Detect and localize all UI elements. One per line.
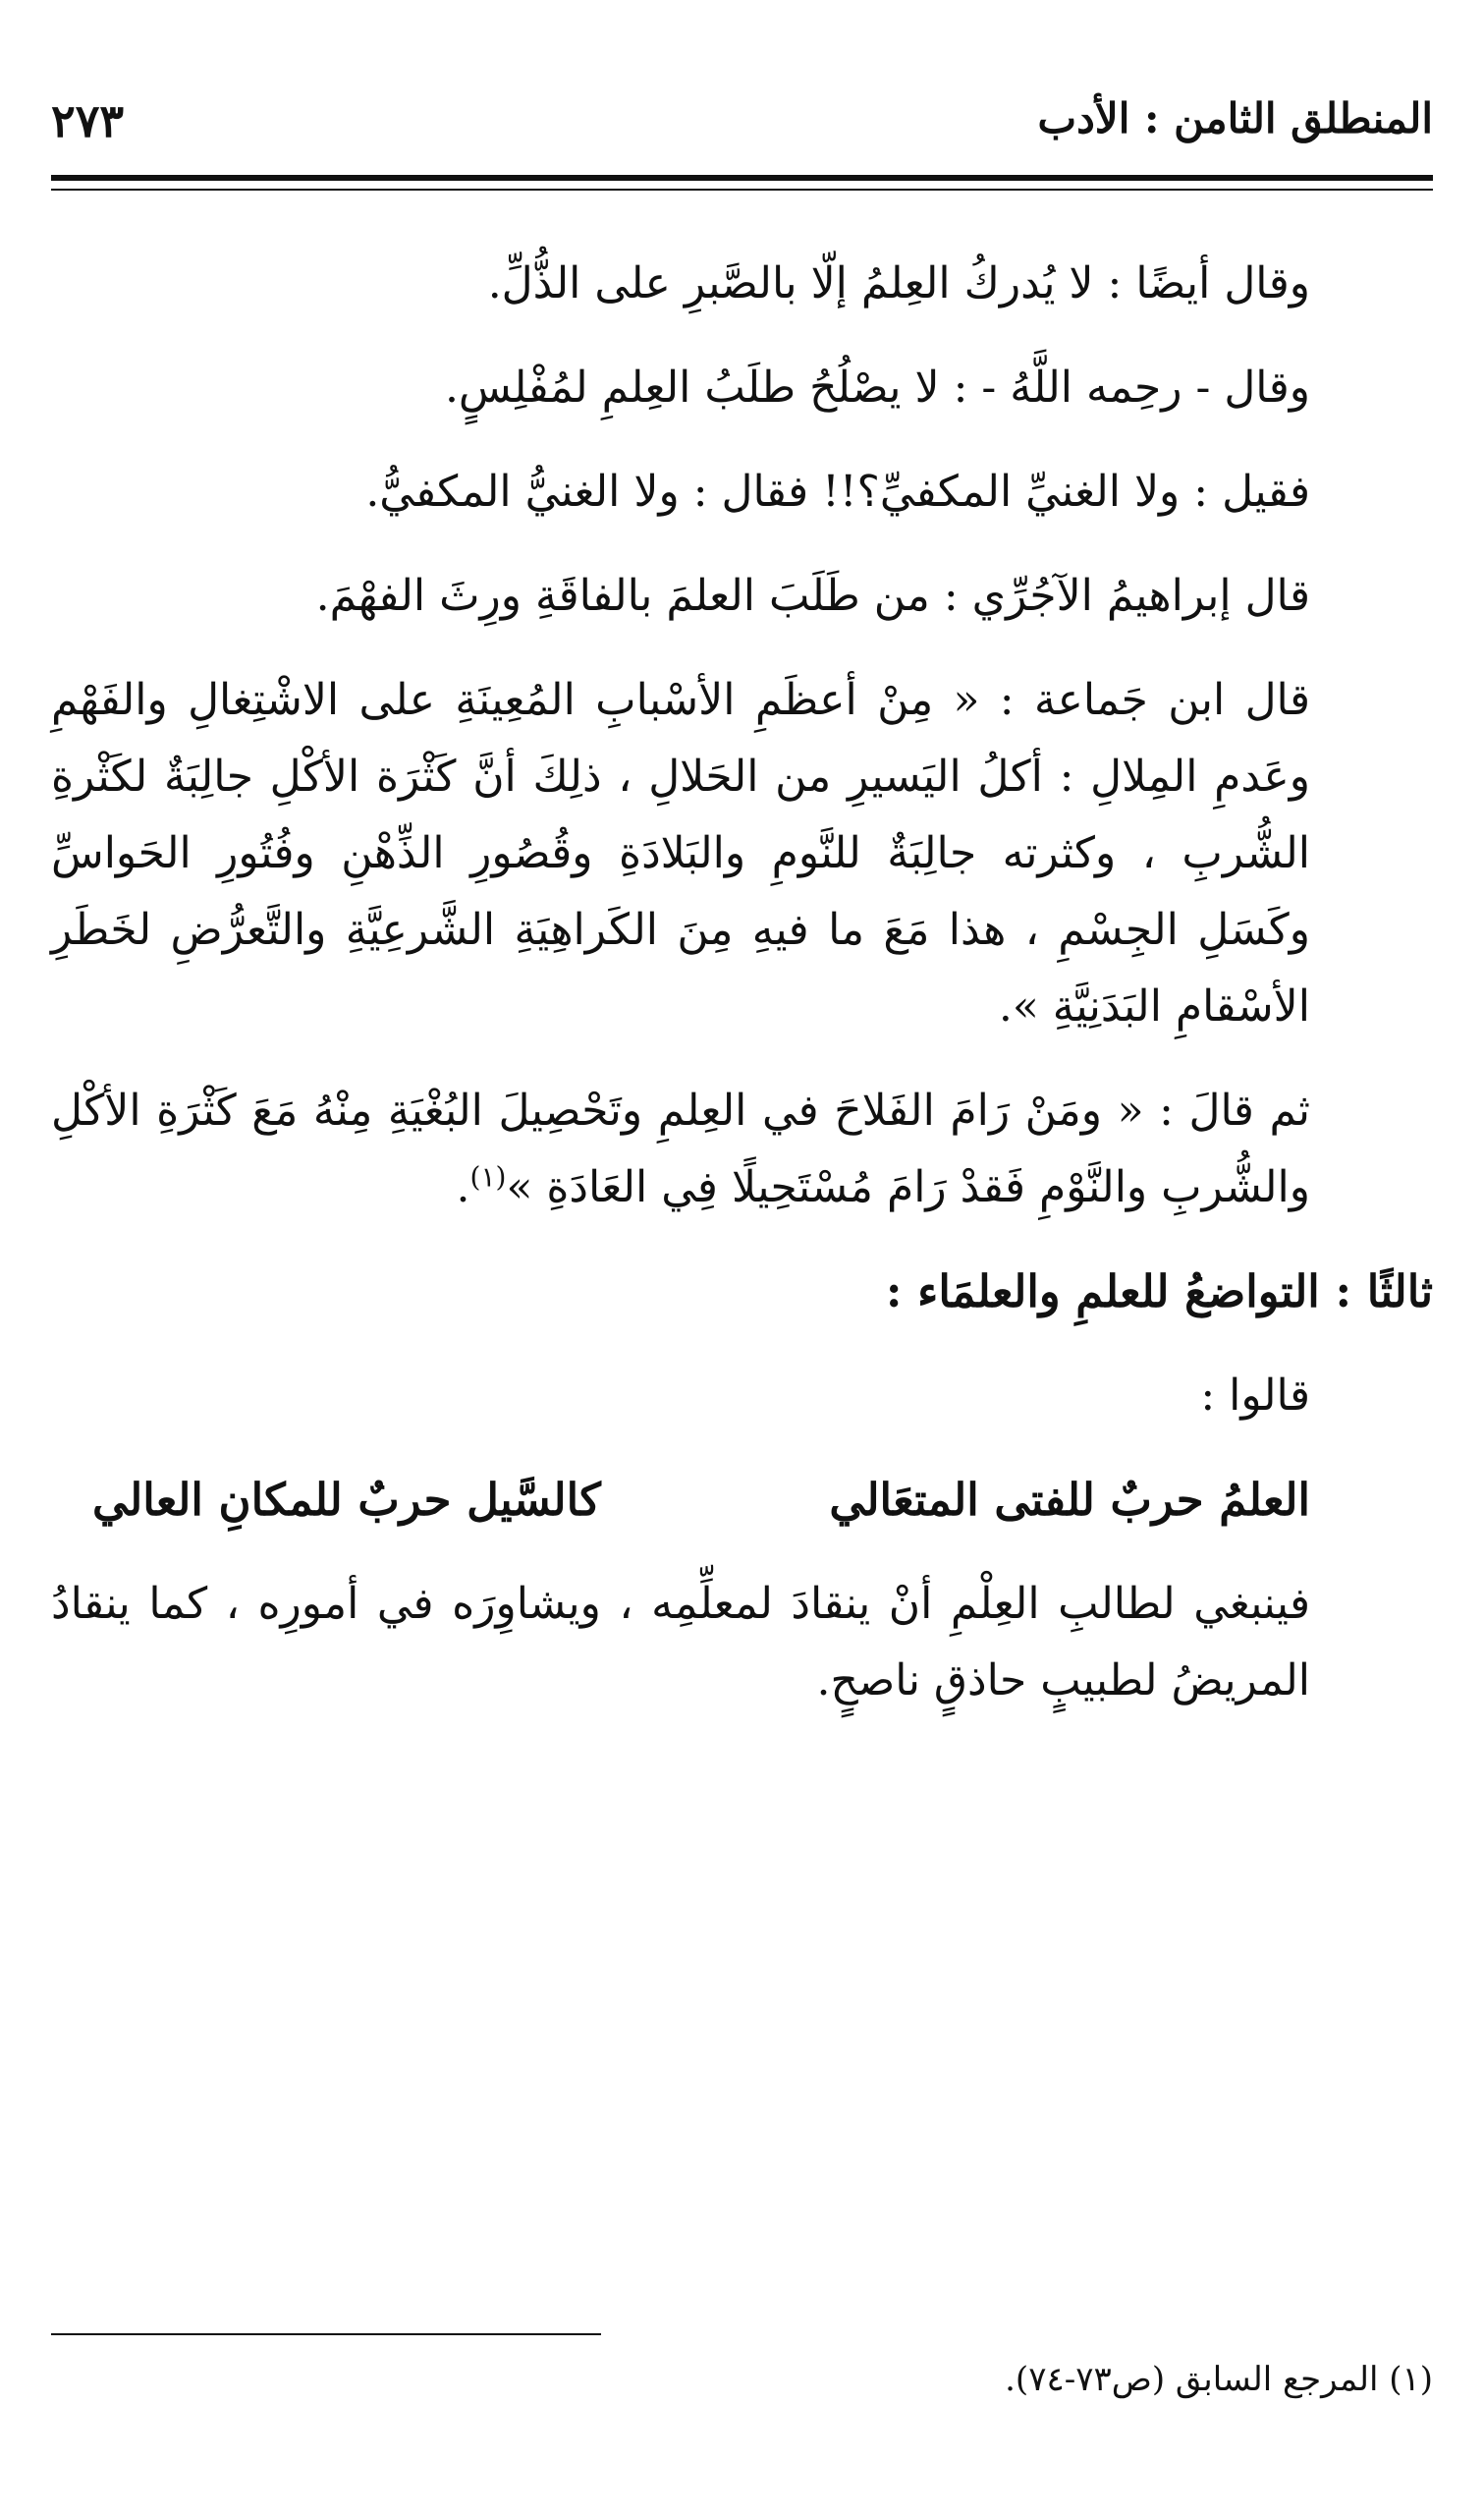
- page-header: [51, 94, 1433, 163]
- poetry-verse: [51, 1462, 1433, 1538]
- paragraph-ibn-jamaa-quote: قال ابن جَماعة : « مِنْ أعظَمِ الأسْبابِ المُعِينَةِ على الاشْتِغالِ والفَهْمِ وعَدمِ المِلالِ : أكلُ اليَسيرِ من الحَلالِ ، ذلِكَ أنَّ كَثْرَة الأكْلِ جالِبَةٌ لكَثْرةِ الشُّربِ ، وكثرته جالِبَةٌ للنَّومِ والبَلادَةِ وقُصُورِ الذِّهْنِ وفُتُورِ الحَواسِّ وكَسَلِ الجِسْمِ ، هذا مَعَ ما فيهِ مِنَ الكَراهِيَةِ الشَّرعِيَّةِ والتَّعرُّضِ لخَطَرِ الأسْقامِ البَدَنِيَّةِ ».: [51, 675, 1310, 1032]
- header-rule-thick: [51, 175, 1433, 181]
- paragraph-then-said-text: ثم قالَ : « ومَنْ رَامَ الفَلاحَ في العِلمِ وتَحْصِيلَ البُغْيَةِ مِنْهُ مَعَ كَثْرَةِ الأكْلِ والشُّربِ والنَّوْمِ فَقدْ رَامَ مُسْتَحِيلًا فِي العَادَةِ »: [51, 1086, 1310, 1212]
- paragraph-then-said-end: .: [456, 1162, 470, 1212]
- footnote-reference: (١): [469, 1160, 507, 1194]
- qalu-line: قالوا :: [1200, 1370, 1310, 1421]
- page-number: ٢٧٣: [51, 94, 125, 147]
- paragraph-then-said: [51, 1073, 1433, 1226]
- verse-hemistich-left: كالسَّيل حربٌ للمكانِ العالي: [92, 1474, 601, 1526]
- section-heading: ثالثًا : التواضعُ للعلمِ والعلمَاء :: [885, 1265, 1433, 1317]
- paragraph-4: قال إبراهيمُ الآجُرِّي : من طَلَبَ العلمَ بالفاقَةِ ورِثَ الفهْمَ.: [315, 571, 1310, 621]
- header-rule-thin: [51, 189, 1433, 191]
- paragraph-2: وقال - رحِمه اللَّهُ - : لا يصْلُحُ طلَبُ العِلمِ لمُفْلِسٍ.: [444, 363, 1310, 413]
- running-title: المنطلق الثامن : الأدب: [1037, 94, 1433, 142]
- footnote-separator: [51, 2333, 601, 2335]
- footnote: (١) المرجع السابق (ص٧٣-٧٤).: [1005, 2360, 1433, 2399]
- paragraph-3: فقيل : ولا الغنيِّ المكفيِّ؟!! فقال : ولا الغنيُّ المكفيُّ.: [365, 467, 1310, 517]
- page-body: [51, 246, 1433, 1719]
- paragraph-1: وقال أيضًا : لا يُدركُ العِلمُ إلّا بالصَّبرِ على الذُّلِّ.: [487, 258, 1310, 308]
- paragraph-final: فينبغي لطالبِ العِلْمِ أنْ ينقادَ لمعلِّمِه ، ويشاوِرَه في أمورِه ، كما ينقادُ المريضُ لطبيبٍ حاذقٍ ناصحٍ.: [51, 1579, 1310, 1705]
- verse-hemistich-right: العلمُ حربٌ للفتى المتعَالي: [829, 1474, 1310, 1526]
